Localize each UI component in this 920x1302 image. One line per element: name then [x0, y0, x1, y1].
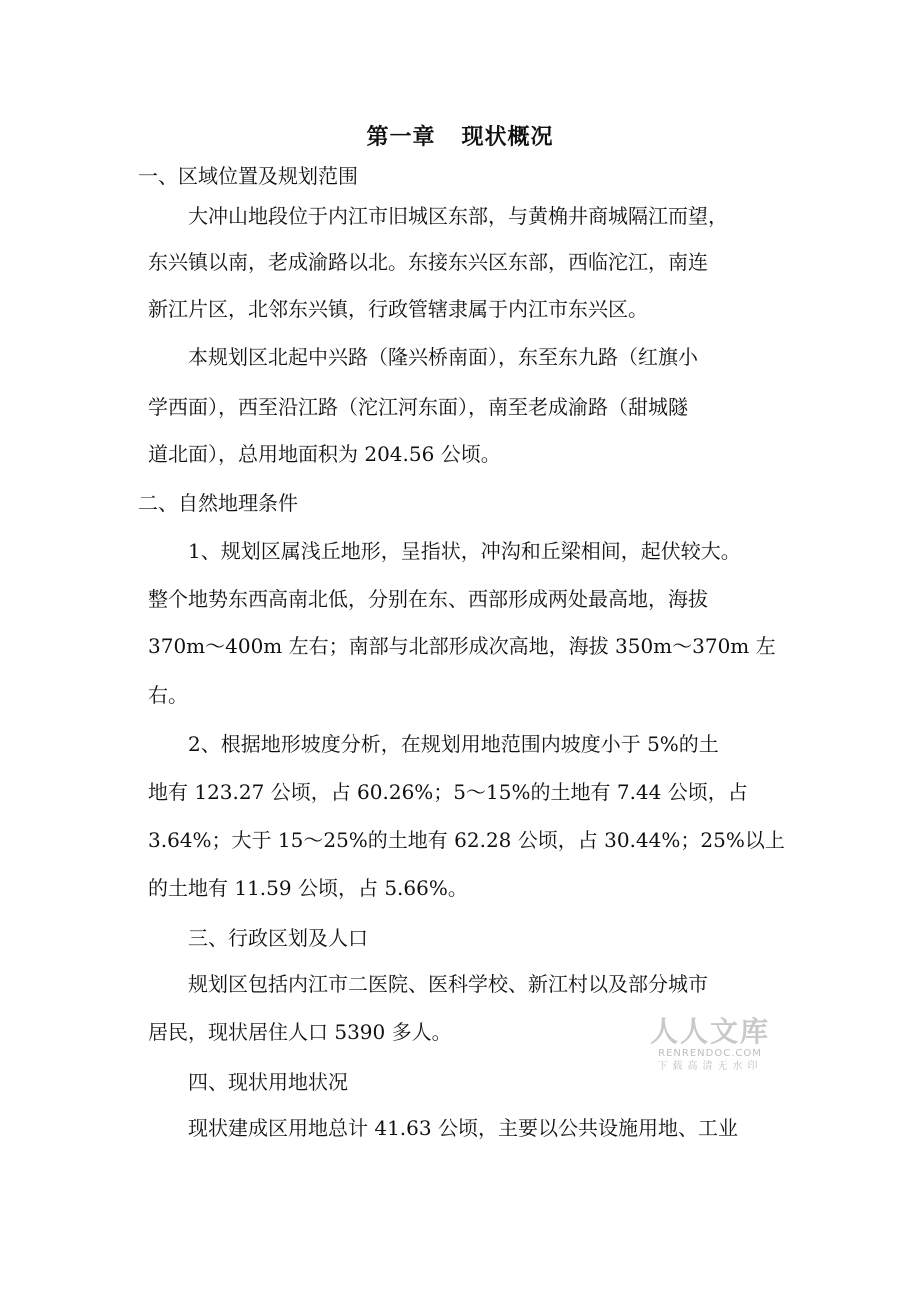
paragraph-line: 3.64%；大于 15～25%的土地有 62.28 公顷，占 30.44%；25%以上: [148, 828, 785, 852]
section-heading-4: 四、现状用地状况: [188, 1070, 348, 1094]
chapter-name: 现状概况: [461, 125, 554, 150]
paragraph-line: 规划区包括内江市二医院、医科学校、新江村以及部分城市: [188, 972, 708, 996]
paragraph-line: 居民，现状居住人口 5390 多人。: [148, 1020, 452, 1044]
section-heading-1: 一、区域位置及规划范围: [138, 164, 358, 188]
section-heading-3: 三、行政区划及人口: [188, 926, 368, 950]
paragraph-line: 整个地势东西高南北低，分别在东、西部形成两处最高地，海拔: [148, 587, 708, 611]
paragraph-line: 大冲山地段位于内江市旧城区东部，与黄桷井商城隔江而望，: [188, 204, 728, 228]
paragraph-line: 现状建成区用地总计 41.63 公顷，主要以公共设施用地、工业: [188, 1116, 738, 1140]
chapter-number: 第一章: [366, 125, 436, 150]
paragraph-line: 本规划区北起中兴路（隆兴桥南面），东至东九路（红旗小: [188, 345, 698, 369]
paragraph-line: 东兴镇以南，老成渝路以北。东接东兴区东部，西临沱江，南连: [148, 250, 708, 274]
paragraph-line: 道北面），总用地面积为 204.56 公顷。: [148, 442, 501, 466]
paragraph-line: 新江片区，北邻东兴镇，行政管辖隶属于内江市东兴区。: [148, 297, 648, 321]
paragraph-line: 地有 123.27 公顷，占 60.26%；5～15%的土地有 7.44 公顷，占: [148, 780, 748, 804]
section-heading-2: 二、自然地理条件: [138, 491, 298, 515]
paragraph-line: 1、规划区属浅丘地形，呈指状，冲沟和丘梁相间，起伏较大。: [188, 539, 741, 563]
watermark-sub-text: 下载高清无水印: [657, 1061, 763, 1072]
chapter-title: [0, 120, 920, 151]
watermark-logo: [648, 1016, 772, 1073]
watermark-main-text: 人人文库: [649, 1015, 770, 1048]
paragraph-line: 370m～400m 左右；南部与北部形成次高地，海拔 350m～370m 左: [148, 634, 776, 658]
paragraph-line: 右。: [148, 683, 188, 707]
paragraph-line: 2、根据地形坡度分析，在规划用地范围内坡度小于 5%的土: [188, 732, 719, 756]
paragraph-line: 的土地有 11.59 公顷，占 5.66%。: [148, 876, 468, 900]
paragraph-line: 学西面），西至沿江路（沱江河东面），南至老成渝路（甜城隧: [148, 395, 688, 419]
watermark-site-text: RENRENDOC.COM: [658, 1048, 762, 1059]
